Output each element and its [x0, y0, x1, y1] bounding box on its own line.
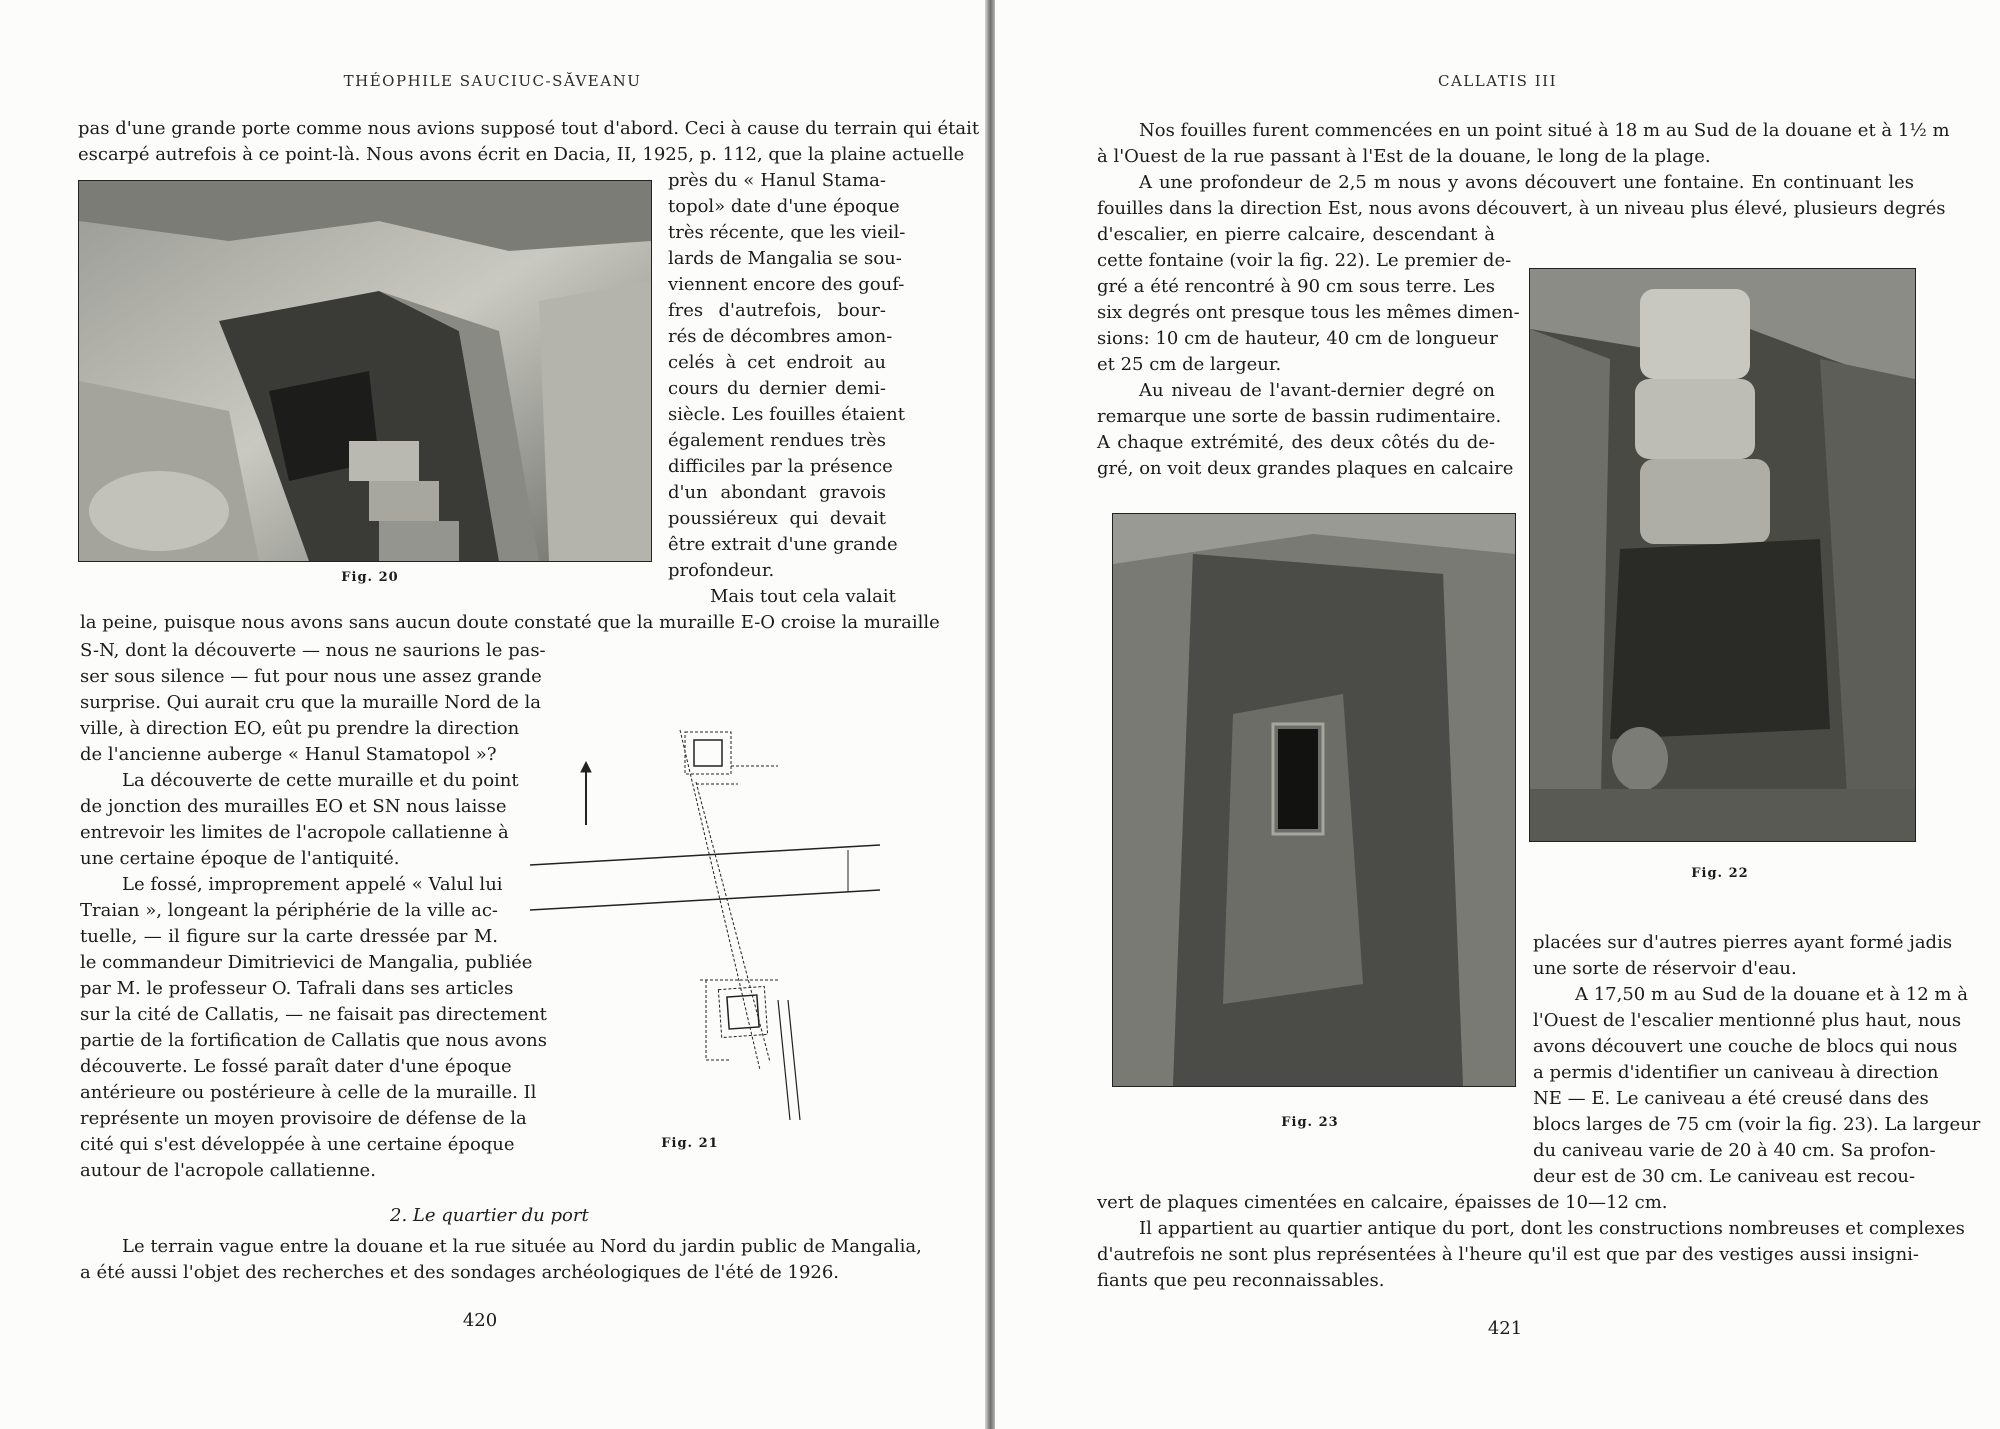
text-line: A chaque extrémité, des deux côtés du de- [1097, 432, 1495, 453]
text-line: La découverte de cette muraille et du point [122, 770, 519, 791]
text-line: fiants que peu reconnaissables. [1097, 1270, 1385, 1291]
text-line: tuelle, — il figure sur la carte dressée par M. [80, 926, 498, 947]
left-running-head: THÉOPHILE SAUCIUC-SĂVEANU [343, 72, 642, 90]
text-line: très récente, que les vieil- [668, 222, 906, 243]
text-line: Nos fouilles furent commencées en un point situé à 18 m au Sud de la douane et à 1½ m [1139, 120, 1950, 141]
text-line: Le fossé, improprement appelé « Valul lui [122, 874, 503, 895]
text-line: à l'Ouest de la rue passant à l'Est de la douane, le long de la plage. [1097, 146, 1711, 167]
text-line: S-N, dont la découverte — nous ne saurions le pas- [80, 640, 546, 661]
text-line: antérieure ou postérieure à celle de la muraille. Il [80, 1082, 537, 1103]
text-line: entrevoir les limites de l'acropole callatienne à [80, 822, 509, 843]
text-line: A une profondeur de 2,5 m nous y avons découvert une fontaine. En continuant les [1139, 172, 1914, 193]
text-line: Au niveau de l'avant-dernier degré on [1139, 380, 1495, 401]
fig22-photo [1529, 268, 1916, 842]
text-line: Le terrain vague entre la douane et la rue située au Nord du jardin public de Mangalia, [122, 1236, 922, 1257]
text-line: surprise. Qui aurait cru que la muraille Nord de la [80, 692, 542, 713]
text-line: cité qui s'est développée à une certaine époque [80, 1134, 515, 1155]
text-line: difficiles par la présence [668, 456, 893, 477]
text-line: gré, on voit deux grandes plaques en calcaire [1097, 458, 1514, 479]
text-line: d'un abondant gravois [668, 482, 886, 503]
text-line: partie de la fortification de Callatis que nous avons [80, 1030, 548, 1051]
text-line: et 25 cm de largeur. [1097, 354, 1282, 375]
text-line: fouilles dans la direction Est, nous avons découvert, à un niveau plus élevé, plusieurs degrés [1097, 198, 1946, 219]
text-line: sions: 10 cm de hauteur, 40 cm de longueur [1097, 328, 1498, 349]
right-page-number: 421 [1487, 1318, 1523, 1339]
text-line: le commandeur Dimitrievici de Mangalia, publiée [80, 952, 533, 973]
text-line: près du « Hanul Stama- [668, 170, 886, 191]
text-line: une sorte de réservoir d'eau. [1533, 958, 1797, 979]
text-line: lards de Mangalia se sou- [668, 248, 902, 269]
right-page [995, 0, 2000, 1429]
text-line: représente un moyen provisoire de défense de la [80, 1108, 527, 1129]
text-line: Traian », longeant la périphérie de la ville ac- [80, 900, 498, 921]
left-page-number: 420 [462, 1310, 498, 1331]
text-line: placées sur d'autres pierres ayant formé jadis [1533, 932, 1953, 953]
text-line: A 17,50 m au Sud de la douane et à 12 m à [1575, 984, 1968, 1005]
text-line: également rendues très [668, 430, 886, 451]
text-line: avons découvert une couche de blocs qui nous [1533, 1036, 1958, 1057]
text-line: du caniveau varie de 20 à 40 cm. Sa profon- [1533, 1140, 1936, 1161]
text-line: fres d'autrefois, bour- [668, 300, 886, 321]
section-heading: 2. Le quartier du port [390, 1205, 589, 1226]
text-line: siècle. Les fouilles étaient [668, 404, 905, 425]
text-line: topol» date d'une époque [668, 196, 900, 217]
text-line: Il appartient au quartier antique du port, dont les constructions nombreuses et complexes [1139, 1218, 1965, 1239]
text-line: ser sous silence — fut pour nous une assez grande [80, 666, 542, 687]
text-line: sur la cité de Callatis, — ne faisait pas directement [80, 1004, 547, 1025]
text-line: de l'ancienne auberge « Hanul Stamatopol »? [80, 744, 497, 765]
fig23-photo [1112, 513, 1516, 1087]
text-line: deur est de 30 cm. Le caniveau est recou- [1533, 1166, 1916, 1187]
fig21-plan [520, 700, 920, 1120]
text-line: remarque une sorte de bassin rudimentaire. [1097, 406, 1502, 427]
text-line: celés à cet endroit au [668, 352, 886, 373]
text-line: poussiéreux qui devait [668, 508, 886, 529]
text-line: pas d'une grande porte comme nous avions supposé tout d'abord. Ceci à cause du terrain qui était [78, 118, 980, 139]
text-line: gré a été rencontré à 90 cm sous terre. Les [1097, 276, 1495, 297]
text-line: Mais tout cela valait [710, 586, 896, 607]
fig23-caption: Fig. 23 [1281, 1115, 1339, 1130]
fig20-caption: Fig. 20 [341, 570, 399, 585]
text-line: la peine, puisque nous avons sans aucun doute constaté que la muraille E-O croise la muraille [80, 612, 940, 633]
text-line: d'escalier, en pierre calcaire, descendant à [1097, 224, 1495, 245]
text-line: viennent encore des gouf- [668, 274, 905, 295]
text-line: a permis d'identifier un caniveau à direction [1533, 1062, 1939, 1083]
text-line: l'Ouest de l'escalier mentionné plus haut, nous [1533, 1010, 1962, 1031]
text-line: six degrés ont presque tous les mêmes dimen- [1097, 302, 1520, 323]
text-line: a été aussi l'objet des recherches et des sondages archéologiques de l'été de 1926. [80, 1262, 840, 1283]
text-line: une certaine époque de l'antiquité. [80, 848, 400, 869]
text-line: par M. le professeur O. Tafrali dans ses articles [80, 978, 514, 999]
text-line: ville, à direction EO, eût pu prendre la direction [80, 718, 520, 739]
right-running-head: CALLATIS III [1438, 72, 1557, 90]
text-line: profondeur. [668, 560, 775, 581]
fig22-caption: Fig. 22 [1691, 866, 1749, 881]
text-line: escarpé autrefois à ce point-là. Nous avons écrit en Dacia, II, 1925, p. 112, que la plaine actuelle [78, 144, 965, 165]
text-line: découverte. Le fossé paraît dater d'une époque [80, 1056, 512, 1077]
text-line: rés de décombres amon- [668, 326, 893, 347]
text-line: blocs larges de 75 cm (voir la fig. 23). La largeur [1533, 1114, 1981, 1135]
text-line: de jonction des murailles EO et SN nous laisse [80, 796, 507, 817]
text-line: vert de plaques cimentées en calcaire, épaisses de 10—12 cm. [1097, 1192, 1668, 1213]
text-line: d'autrefois ne sont plus représentées à l'heure qu'il est que par des vestiges aussi insigni- [1097, 1244, 1920, 1265]
text-line: cours du dernier demi- [668, 378, 886, 399]
text-line: être extrait d'une grande [668, 534, 898, 555]
text-line: cette fontaine (voir la fig. 22). Le premier de- [1097, 250, 1512, 271]
fig20-photo [78, 180, 652, 562]
left-page [0, 0, 985, 1429]
text-line: autour de l'acropole callatienne. [80, 1160, 376, 1181]
text-line: NE — E. Le caniveau a été creusé dans des [1533, 1088, 1929, 1109]
fig21-caption: Fig. 21 [661, 1136, 719, 1151]
